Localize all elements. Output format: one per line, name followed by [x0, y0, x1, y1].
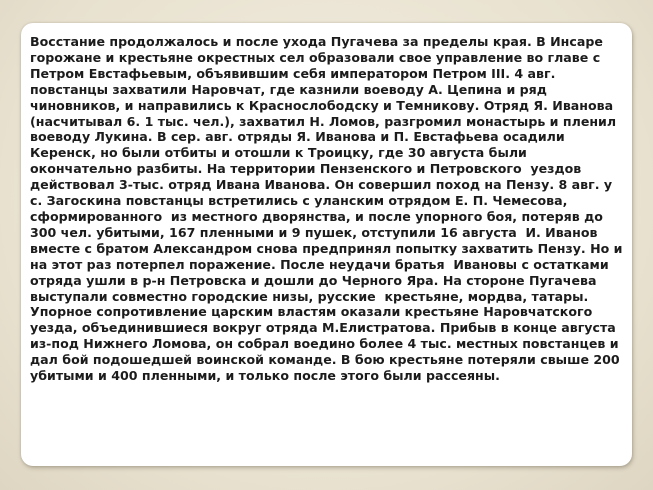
text-line: с. Загоскина повстанцы встретились с уланским отрядом Е. П. Чемесова, [30, 193, 568, 209]
text-line: воеводу Лукина. В сер. авг. отряды Я. Иванова и П. Евстафьева осадили [30, 129, 565, 145]
text-line: на этот раз потерпел поражение. После неудачи братья Ивановы с остатками [30, 256, 609, 272]
text-line: вместе с братом Александром снова предпринял попытку захватить Пензу. Но и [30, 240, 623, 256]
text-line: отряда ушли в р-н Петровска и дошли до Черного Яра. На стороне Пугачева [30, 272, 597, 288]
text-line: сформированного из местного дворянства, и после упорного боя, потеряв до [30, 208, 603, 224]
text-line: уезда, объединившиеся вокруг отряда М.Елистратова. Прибыв в конце августа [30, 320, 616, 336]
text-line: Керенск, но были отбиты и отошли к Троицку, где 30 августа были [30, 145, 527, 161]
text-line: Петром Евстафьевым, объявившим себя императором Петром III. 4 авг. [30, 65, 556, 81]
text-line: 300 чел. убитыми, 167 пленными и 9 пушек, отступили 16 августа И. Иванов [30, 224, 598, 240]
text-line: повстанцы захватили Наровчат, где казнили воеводу А. Цепина и ряд [30, 81, 547, 97]
text-line: убитыми и 400 пленными, и только после этого были рассеяны. [30, 368, 500, 384]
text-line: окончательно разбиты. На территории Пензенского и Петровского уездов [30, 161, 582, 177]
text-line: выступали совместно городские низы, русские крестьяне, мордва, татары. [30, 288, 589, 304]
text-line: Восстание продолжалось и после ухода Пугачева за пределы края. В Инсаре [30, 34, 603, 49]
slide-body-text [30, 34, 623, 384]
text-line: (насчитывал 6. 1 тыс. чел.), захватил Н. Ломов, разгромил монастырь и пленил [30, 113, 617, 129]
text-line: чиновников, и направились к Краснослободску и Темникову. Отряд Я. Иванова [30, 97, 614, 113]
slide-content-card [21, 23, 632, 466]
text-line: из-под Нижнего Ломова, он собрал воедино более 4 тыс. местных повстанцев и [30, 336, 619, 352]
text-line: горожане и крестьяне окрестных сел образовали свое управление во главе с [30, 49, 601, 65]
text-line: действовал 3-тыс. отряд Ивана Иванова. Он совершил поход на Пензу. 8 авг. у [30, 177, 613, 193]
text-line: дал бой подошедшей воинской команде. В бою крестьяне потеряли свыше 200 [30, 352, 620, 368]
text-line: Упорное сопротивление царским властям оказали крестьяне Наровчатского [30, 304, 593, 320]
